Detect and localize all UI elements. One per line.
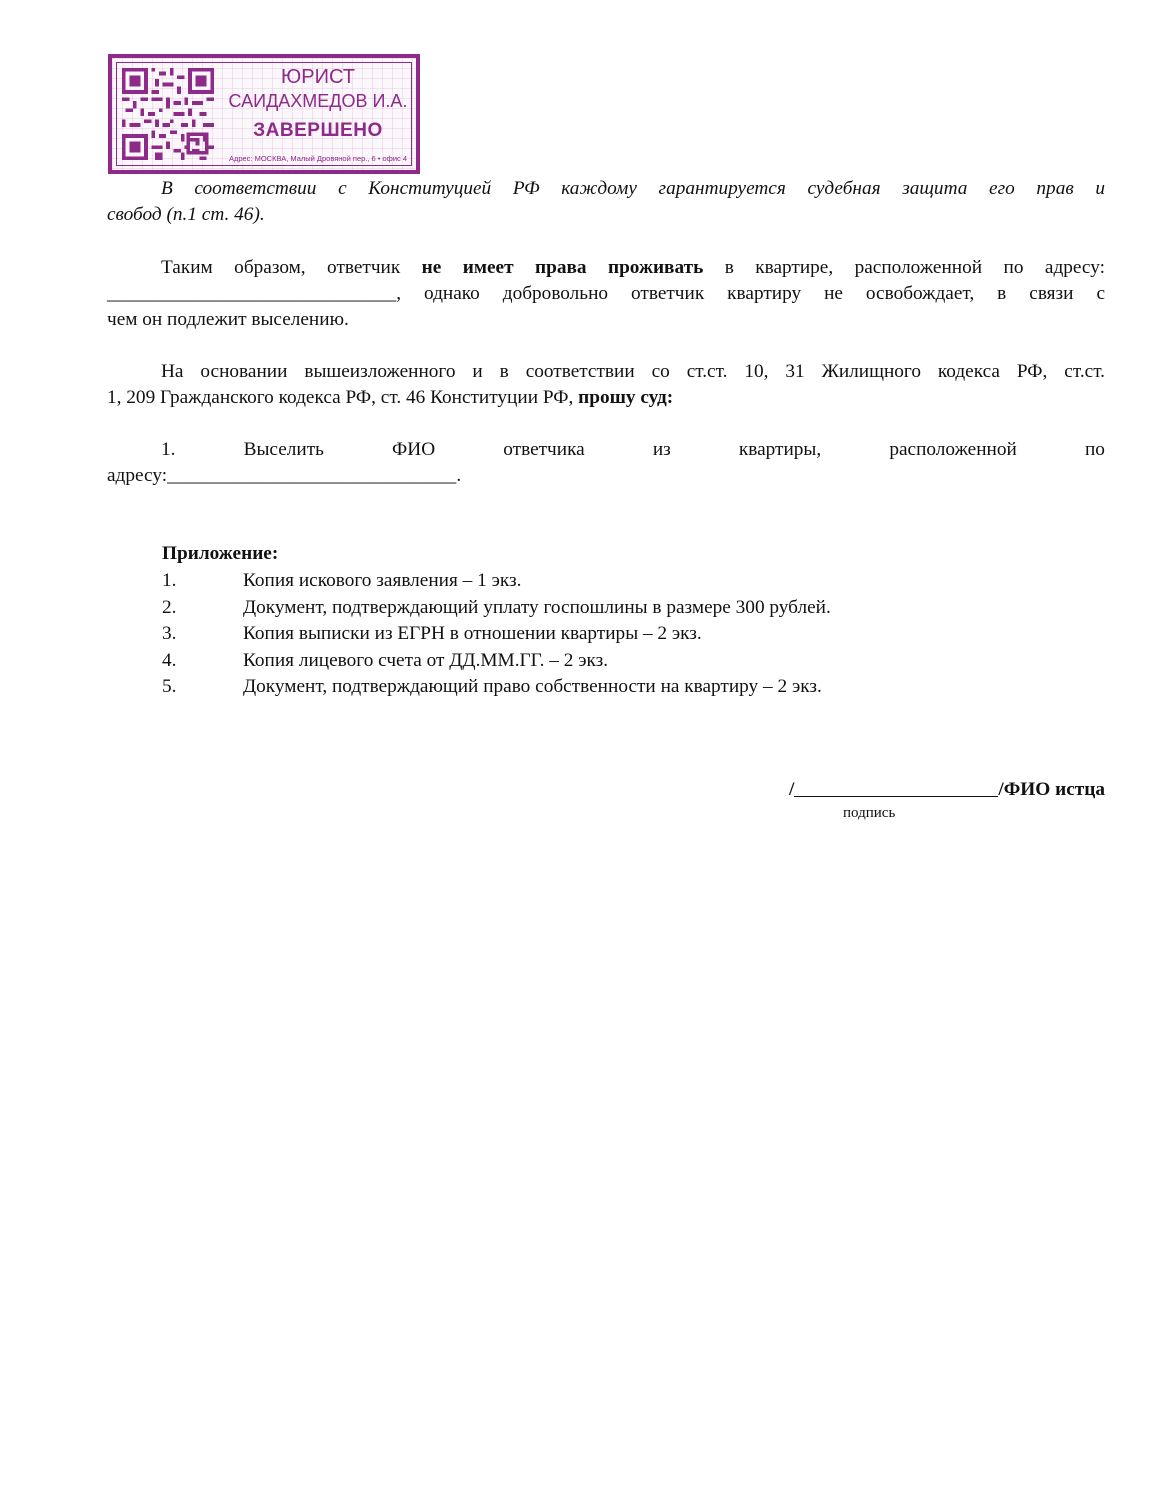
paragraph-constitution (107, 176, 1105, 228)
appendix-number: 2. (162, 596, 177, 618)
appendix-number: 1. (162, 570, 177, 591)
signature-line (794, 778, 998, 797)
appendix-item (162, 595, 831, 622)
appendix-number: 5. (162, 676, 177, 697)
appendix-text: Документ, подтверждающий уплату госпошлины в размере 300 рублей. (243, 596, 831, 618)
paragraph-line: свобод (п.1 ст. 46). (107, 204, 265, 225)
signature-caption: подпись (843, 805, 896, 821)
request-word: расположенной (889, 439, 1017, 460)
paragraph-line: В соответствии с Конституцией РФ каждому гарантируется судебная защита его прав и (161, 178, 1105, 199)
request-word: из (652, 439, 671, 460)
appendix-text: Копия выписки из ЕГРН в отношении квартиры – 2 экз. (243, 623, 702, 644)
text-segment: Таким образом, ответчик (161, 257, 422, 278)
appendix-number: 3. (162, 623, 177, 644)
request-word: 1. (161, 439, 176, 460)
stamp-address: Адрес: МОСКВА, Малый Дровяной пер., 6 • офис 4 (228, 154, 408, 163)
appendix-item (162, 621, 831, 648)
request-item (107, 437, 1105, 489)
appendix-list (162, 568, 831, 701)
paragraph-line: На основании вышеизложенного и в соответствии со ст.ст. 10, 31 Жилищного кодекса РФ, ст.ст. (161, 361, 1105, 382)
text-segment: , однако добровольно ответчик квартиру не освобождает, в связи с (396, 283, 1105, 304)
request-word: по (1084, 439, 1105, 460)
plaintiff-name: /ФИО истца (998, 779, 1105, 800)
appendix-text: Копия искового заявления – 1 экз. (243, 570, 522, 591)
bold-text: прошу суд: (578, 387, 674, 408)
appendix-item (162, 674, 831, 701)
stamp-title: ЮРИСТ (281, 66, 355, 88)
request-line (107, 437, 1105, 463)
paragraph-line: чем он подлежит выселению. (107, 309, 349, 330)
text-segment: в квартире, расположенной по адресу: (703, 257, 1105, 278)
address-blank: ______________________________ (107, 283, 397, 304)
paragraph-line (107, 385, 1105, 411)
appendix-number: 4. (162, 649, 177, 671)
appendix-text: Документ, подтверждающий право собственности на квартиру – 2 экз. (243, 676, 822, 697)
request-word: квартиры, (738, 439, 822, 460)
signature-block (789, 778, 1105, 801)
paragraph-line (107, 255, 1105, 281)
paragraph-conclusion (107, 255, 1105, 333)
stamp-status: ЗАВЕРШЕНО (253, 120, 383, 141)
paragraph-line (107, 281, 1105, 307)
text-segment: 1, 209 Гражданского кодекса РФ, ст. 46 Конституции РФ, (107, 387, 579, 408)
lawyer-stamp (108, 54, 420, 174)
request-word: ФИО (392, 439, 436, 460)
stamp-lawyer-name: САИДАХМЕДОВ И.А. (228, 91, 408, 111)
request-word: ответчика (503, 439, 585, 460)
qr-code-icon (122, 68, 214, 160)
appendix-text: Копия лицевого счета от ДД.ММ.ГГ. – 2 экз. (243, 649, 609, 671)
bold-text: не имеет права проживать (421, 257, 704, 278)
appendix-item (162, 648, 831, 675)
request-address-line: адресу:______________________________. (107, 465, 462, 486)
signature-slash: / (789, 779, 795, 800)
appendix-item (162, 568, 831, 595)
request-word: Выселить (243, 439, 324, 460)
paragraph-legal-basis (107, 359, 1105, 411)
appendix-title: Приложение: (162, 543, 279, 564)
